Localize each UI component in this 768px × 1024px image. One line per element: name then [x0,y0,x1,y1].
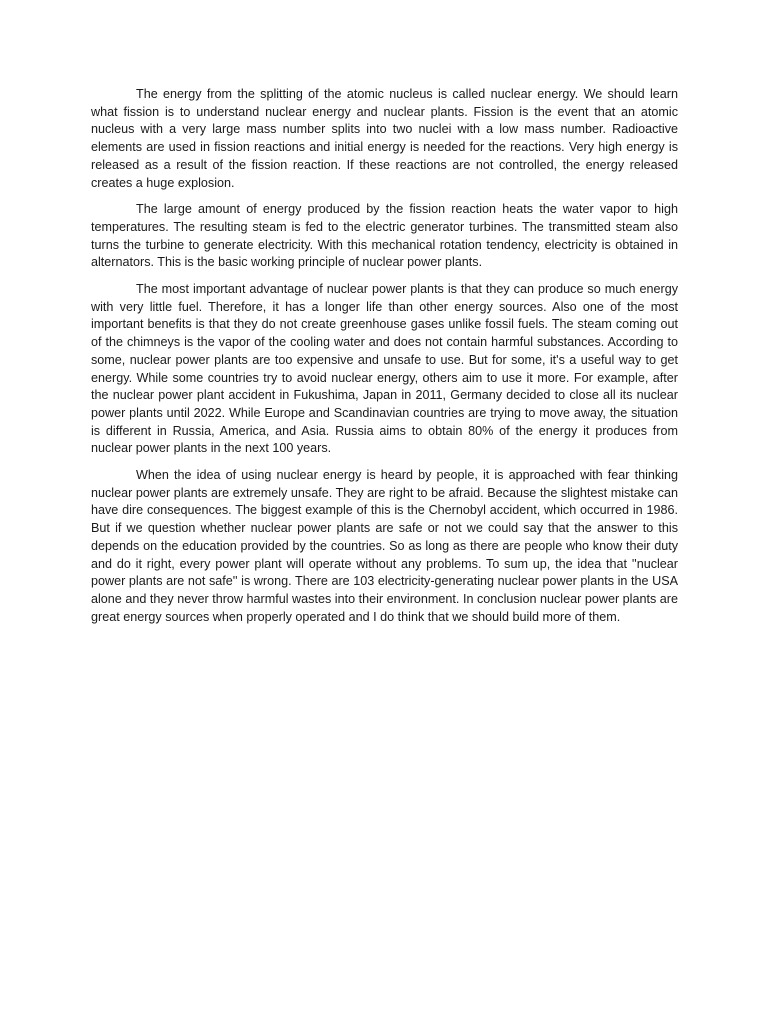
paragraph-1: The energy from the splitting of the atomic nucleus is called nuclear energy. We should learn what fission is to understand nuclear energy and nuclear plants. Fission is the event that an atomic nucleus with a very large mass number splits into two nuclei with a low mass number. Radioactive elements are used in fission reactions and initial energy is needed for the reactions. Very high energy is released as a result of the fission reaction. If these reactions are not controlled, the energy released creates a huge explosion. [91,87,678,190]
paragraph-4: When the idea of using nuclear energy is heard by people, it is approached with fear thinking nuclear power plants are extremely unsafe. They are right to be afraid. Because the slightest mistake can have dire consequences. The biggest example of this is the Chernobyl accident, which occurred in 1986. But if we question whether nuclear power plants are safe or not we could say that the answer to this depends on the education provided by the countries. So as long as there are people who know their duty and do it right, every power plant will operate without any problems. To sum up, the idea that ''nuclear power plants are not safe'' is wrong. There are 103 electricity-generating nuclear power plants in the USA alone and they never throw harmful wastes into their environment. In conclusion nuclear power plants are great energy sources when properly operated and I do think that we should build more of them. [91,468,678,624]
paragraph-3: The most important advantage of nuclear power plants is that they can produce so much energy with very little fuel. Therefore, it has a longer life than other energy sources. Also one of the most important benefits is that they do not create greenhouse gases unlike fossil fuels. The steam coming out of the chimneys is the vapor of the cooling water and does not contain harmful substances. According to some, nuclear power plants are too expensive and unsafe to use. But for some, it's a useful way to get energy. While some countries try to avoid nuclear energy, others aim to use it more. For example, after the nuclear power plant accident in Fukushima, Japan in 2011, Germany decided to close all its nuclear power plants until 2022. While Europe and Scandinavian countries are trying to move away, the situation is different in Russia, America, and Asia. Russia aims to obtain 80% of the energy it produces from nuclear power plants in the next 100 years. [91,282,678,456]
paragraph-2: The large amount of energy produced by the fission reaction heats the water vapor to high temperatures. The resulting steam is fed to the electric generator turbines. The transmitted steam also turns the turbine to generate electricity. With this mechanical rotation tendency, electricity is obtained in alternators. This is the basic working principle of nuclear power plants. [91,202,678,270]
document-body [91,86,678,635]
